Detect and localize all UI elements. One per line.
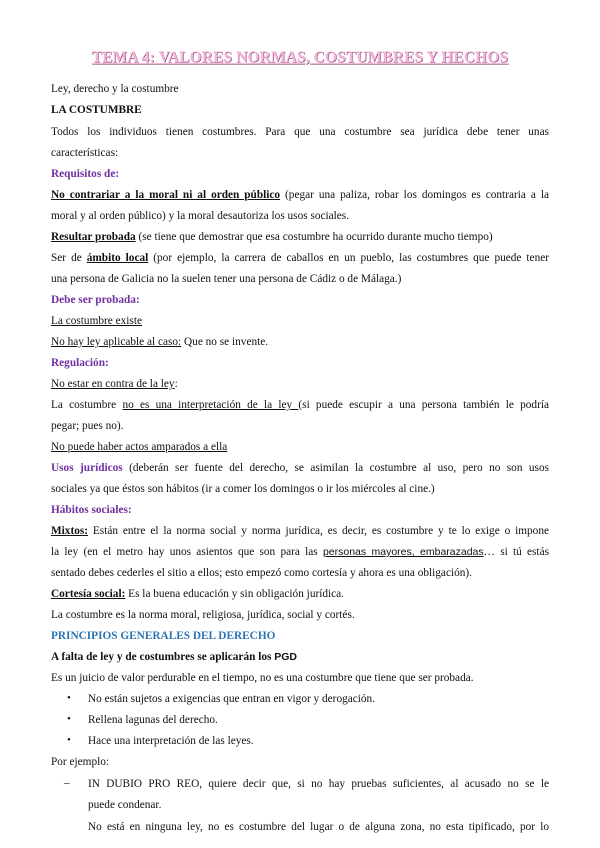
list-item-continuation: puede condenar.	[88, 799, 162, 811]
paragraph-line	[51, 398, 549, 412]
term-no-hay-ley: No hay ley aplicable al caso:	[51, 336, 182, 348]
paragraph-line	[51, 335, 549, 349]
heading-requisitos: Requisitos de:	[51, 168, 120, 180]
term-mixtos: Mixtos:	[51, 525, 89, 537]
bullet-icon: •	[67, 692, 71, 704]
term-resultar-probada: Resultar probada	[51, 231, 136, 243]
term-no-estar-en-contra: No estar en contra de la ley	[51, 378, 175, 390]
page-title: TEMA 4: VALORES NORMAS, COSTUMBRES Y HECHOS	[91, 49, 509, 66]
line-text: Es la buena educación y sin obligación jurídica.	[125, 588, 345, 600]
paragraph-line: Es un juicio de valor perdurable en el tiempo, no es una costumbre que tiene que ser probada.	[51, 672, 474, 684]
paragraph-line	[51, 314, 549, 328]
term-pgd: PGD	[274, 651, 297, 663]
paragraph-line	[51, 188, 549, 202]
term-usos-juridicos: Usos jurídicos	[51, 462, 123, 474]
paragraph-line: La costumbre es la norma moral, religiosa, jurídica, social y cortés.	[51, 609, 355, 621]
paragraph-line	[51, 545, 549, 559]
term-no-es-interpretacion: no es una interpretación de la ley	[122, 399, 299, 411]
bullet-icon: •	[67, 713, 71, 725]
heading-debe-ser-probada: Debe ser probada:	[51, 294, 140, 306]
paragraph-line: sociales ya que éstos son hábitos (ir a comer los domingos o ir los miércoles al cine.)	[51, 483, 435, 495]
term-personas-mayores: personas mayores, embarazadas	[322, 546, 484, 558]
paragraph-line	[51, 377, 549, 391]
paragraph-line	[51, 440, 549, 454]
term-cortesia-social: Cortesía social:	[51, 588, 126, 600]
paragraph-line: sentado debes cederles el sitio a ellos; esto empezó como cortesía y ahora es una obligación).	[51, 567, 472, 579]
list-item: Hace una interpretación de las leyes.	[88, 735, 254, 747]
paragraph-line: características:	[51, 147, 119, 159]
term-no-contrariar: No contrariar a la moral ni al orden público	[51, 189, 281, 201]
paragraph-line	[51, 461, 549, 475]
list-item: IN DUBIO PRO REO, quiere decir que, si no hay pruebas suficientes, al acusado no se le	[88, 778, 549, 790]
paragraph-line: moral y al orden público) y la moral desautoriza los usos sociales.	[51, 210, 350, 222]
line-text: (se tiene que demostrar que esa costumbre ha ocurrido durante mucho tiempo)	[135, 231, 493, 243]
paragraph-line: una persona de Galicia no la suelen tener una persona de Cádiz o de Málaga.)	[51, 273, 402, 285]
line-text: :	[174, 378, 178, 390]
paragraph-line	[51, 650, 549, 664]
section-heading-pgd: PRINCIPIOS GENERALES DEL DERECHO	[51, 630, 276, 642]
term-no-puede-haber-actos: No puede haber actos amparados a ella	[51, 441, 228, 453]
line-text: Que no se invente.	[181, 336, 269, 348]
line-text: La costumbre	[51, 399, 123, 411]
line-text: (si puede escupir a una persona también le podría	[298, 399, 549, 411]
paragraph-line	[51, 524, 549, 538]
subtitle-text: Ley, derecho y la costumbre	[51, 83, 179, 95]
line-text: (pegar una paliza, robar los domingos es contraria a la	[280, 189, 549, 201]
line-text: la ley (en el metro hay unos asientos que son para las	[51, 546, 323, 558]
section-heading-costumbre: LA COSTUMBRE	[51, 104, 142, 116]
list-item-continuation: No está en ninguna ley, no es costumbre del lugar o de alguna zona, no esta tipificado, por lo	[88, 821, 549, 833]
line-text: A falta de ley y de costumbres se aplicarán los	[51, 651, 275, 663]
term-costumbre-existe: La costumbre existe	[51, 315, 142, 327]
paragraph-line: Por ejemplo:	[51, 756, 110, 768]
heading-regulacion: Regulación:	[51, 357, 109, 369]
paragraph-line	[51, 230, 549, 244]
list-item: No están sujetos a exigencias que entran en vigor y derogación.	[88, 693, 376, 705]
paragraph-line	[51, 251, 549, 265]
bullet-icon: •	[67, 734, 71, 746]
subtitle-line	[51, 82, 549, 96]
paragraph-line	[51, 587, 549, 601]
heading-habitos-sociales: Hábitos sociales:	[51, 504, 132, 516]
line-text: Están entre el la norma social y norma jurídica, es decir, es costumbre y te lo exige o impone	[88, 525, 549, 537]
line-text: Ser de	[51, 252, 87, 264]
term-ambito-local: ámbito local	[86, 252, 149, 264]
list-item: Rellena lagunas del derecho.	[88, 714, 218, 726]
line-text: (deberán ser fuente del derecho, se asimilan la costumbre al uso, pero no son usos	[122, 462, 549, 474]
dash-icon: –	[64, 777, 70, 789]
line-text: (por ejemplo, la carrera de caballos en un pueblo, las costumbres que puede tener	[148, 252, 550, 264]
line-text: … si tú estás	[483, 546, 549, 558]
paragraph-line: pegar; pues no).	[51, 420, 124, 432]
paragraph-line: Todos los individuos tienen costumbres. Para que una costumbre sea jurídica debe tener unas	[51, 126, 549, 138]
